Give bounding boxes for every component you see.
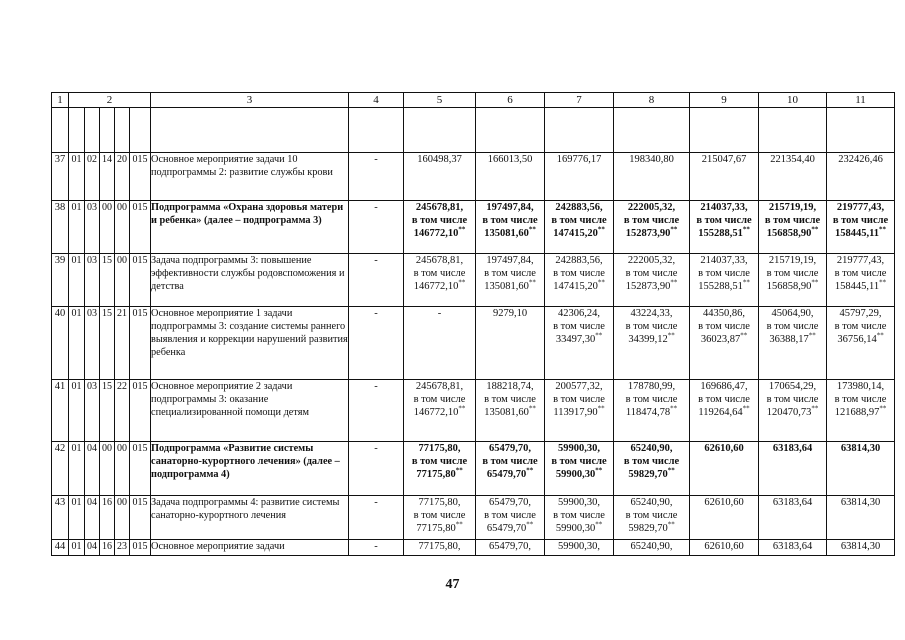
value-text: 166013,50 (487, 154, 533, 165)
code-cell: 01 (69, 254, 85, 307)
value-text: 65479,70, (489, 541, 532, 552)
including-label: в том числе (698, 394, 750, 405)
value-text: 146772,10** (413, 225, 466, 239)
value-text: 36023,87** (700, 331, 748, 345)
value-cell (476, 496, 545, 540)
value-text: 119264,64** (698, 404, 750, 418)
value-text: 215719,19, (768, 202, 817, 213)
value-cell (404, 307, 476, 380)
header-cell: 2 (69, 93, 151, 108)
value-text: 59829,70** (628, 466, 675, 480)
value-text: 219777,43, (836, 255, 885, 266)
table-row (52, 496, 895, 540)
value-cell (827, 307, 895, 380)
code-cell: 00 (100, 442, 115, 496)
value-text: 59900,30** (555, 466, 603, 480)
row-number: 44 (52, 540, 69, 556)
code-cell: 16 (100, 540, 115, 556)
code-cell: 23 (115, 540, 130, 556)
value-cell (545, 540, 614, 556)
value-text: 219777,43, (836, 202, 885, 213)
value-text: 65240,90, (630, 443, 673, 454)
value-cell (476, 201, 545, 254)
col4-cell: - (349, 540, 404, 556)
including-label: в том числе (696, 215, 752, 226)
including-label: в том числе (625, 394, 678, 405)
value-text: 221354,40 (770, 154, 815, 165)
code-cell: 04 (85, 540, 100, 556)
value-cell (476, 442, 545, 496)
value-cell (614, 380, 690, 442)
empty-cell (115, 108, 130, 153)
value-text: 33497,30** (555, 331, 603, 345)
value-cell (690, 254, 759, 307)
value-text: 173980,14, (836, 381, 885, 392)
header-cell: 10 (759, 93, 827, 108)
code-cell: 03 (85, 307, 100, 380)
value-cell (545, 201, 614, 254)
code-cell: 00 (115, 496, 130, 540)
value-text: 36388,17** (769, 331, 816, 345)
value-text: 156858,90** (766, 225, 819, 239)
including-label: в том числе (832, 215, 889, 226)
value-text: 45797,29, (839, 308, 882, 319)
value-text: 215047,67 (701, 154, 747, 165)
including-label: в том числе (553, 394, 605, 405)
row-number: 40 (52, 307, 69, 380)
including-label: в том числе (553, 268, 605, 279)
code-cell: 00 (115, 201, 130, 254)
value-cell (545, 442, 614, 496)
code-cell: 01 (69, 201, 85, 254)
value-text: 160498,37 (417, 154, 462, 165)
code-cell: 21 (115, 307, 130, 380)
including-label: в том числе (834, 394, 887, 405)
value-text: 178780,99, (627, 381, 676, 392)
code-cell: 04 (85, 496, 100, 540)
value-text: 62610,60 (704, 541, 744, 552)
value-cell (404, 540, 476, 556)
code-cell: 16 (100, 496, 115, 540)
col4-cell: - (349, 442, 404, 496)
value-cell (827, 442, 895, 496)
including-label: в том числе (698, 268, 750, 279)
header-cell: 3 (151, 93, 349, 108)
value-cell (759, 380, 827, 442)
code-cell: 015 (130, 307, 151, 380)
including-label: в том числе (766, 268, 819, 279)
header-cell: 9 (690, 93, 759, 108)
value-cell (404, 442, 476, 496)
value-cell (827, 540, 895, 556)
value-text: 152873,90** (625, 278, 678, 292)
header-cell: 7 (545, 93, 614, 108)
value-cell (614, 153, 690, 201)
table-row (52, 254, 895, 307)
program-name: Подпрограмма «Развитие системы санаторно-курортного лечения» (далее – подпрограмма 4) (151, 442, 349, 496)
col4-cell: - (349, 307, 404, 380)
value-text: 169776,17 (556, 154, 602, 165)
col4-cell: - (349, 380, 404, 442)
empty-cell (690, 108, 759, 153)
value-cell (759, 442, 827, 496)
table-row (52, 442, 895, 496)
including-label: в том числе (484, 268, 536, 279)
value-cell (827, 201, 895, 254)
value-text: 242883,56, (555, 255, 603, 266)
value-cell (614, 201, 690, 254)
value-cell (476, 153, 545, 201)
including-label: в том числе (625, 510, 678, 521)
value-text: 135081,60** (484, 404, 536, 418)
value-cell (690, 153, 759, 201)
value-text: 77175,80, (418, 443, 461, 454)
row-number: 43 (52, 496, 69, 540)
including-label: в том числе (625, 268, 678, 279)
code-cell: 01 (69, 496, 85, 540)
value-text: 59829,70** (628, 520, 675, 534)
empty-cell (614, 108, 690, 153)
empty-cell (545, 108, 614, 153)
blank-row (52, 108, 895, 153)
value-cell (404, 201, 476, 254)
value-text: 147415,20** (553, 225, 605, 239)
code-cell: 15 (100, 254, 115, 307)
value-text: 63814,30 (840, 541, 881, 552)
value-text: 77175,80, (418, 541, 461, 552)
value-cell (690, 201, 759, 254)
value-text: 155288,51** (698, 225, 750, 239)
value-text: 200577,32, (555, 381, 603, 392)
code-cell: 04 (85, 442, 100, 496)
value-cell (545, 496, 614, 540)
value-text: - (437, 308, 442, 319)
value-cell (759, 540, 827, 556)
value-cell (476, 380, 545, 442)
code-cell: 01 (69, 153, 85, 201)
value-text: 63183,64 (772, 497, 813, 508)
including-label: в том числе (551, 456, 607, 467)
program-name: Задача подпрограммы 3: повышение эффективности службы родовспоможения и детства (151, 254, 349, 307)
value-cell (545, 254, 614, 307)
value-text: 222005,32, (627, 255, 676, 266)
value-cell (404, 496, 476, 540)
code-cell: 03 (85, 380, 100, 442)
value-cell (827, 496, 895, 540)
value-text: 146772,10** (413, 278, 466, 292)
value-cell (690, 442, 759, 496)
program-name: Основное мероприятие задачи 10 подпрограммы 2: развитие службы крови (151, 153, 349, 201)
value-text: 65479,70, (489, 497, 532, 508)
value-text: 214037,33, (700, 255, 748, 266)
value-text: 63814,30 (840, 497, 881, 508)
including-label: в том числе (834, 321, 887, 332)
value-text: 59900,30, (558, 443, 601, 454)
value-cell (759, 201, 827, 254)
including-label: в том числе (551, 215, 607, 226)
value-cell (759, 153, 827, 201)
value-text: 9279,10 (492, 308, 528, 319)
value-text: 169686,47, (700, 381, 748, 392)
value-text: 198340,80 (629, 154, 674, 165)
col4-cell: - (349, 254, 404, 307)
value-text: 121688,97** (834, 404, 887, 418)
value-text: 135081,60** (484, 225, 536, 239)
value-text: 245678,81, (415, 202, 464, 213)
code-cell: 01 (69, 442, 85, 496)
value-cell (476, 254, 545, 307)
including-label: в том числе (411, 215, 468, 226)
value-text: 215719,19, (768, 255, 817, 266)
value-cell (614, 540, 690, 556)
budget-table (51, 92, 895, 556)
empty-cell (85, 108, 100, 153)
including-label: в том числе (625, 321, 678, 332)
code-cell: 015 (130, 254, 151, 307)
value-cell (690, 380, 759, 442)
value-cell (614, 442, 690, 496)
value-cell (759, 496, 827, 540)
value-cell (759, 307, 827, 380)
value-cell (690, 307, 759, 380)
value-text: 232426,46 (838, 154, 883, 165)
row-number: 38 (52, 201, 69, 254)
value-text: 155288,51** (698, 278, 750, 292)
empty-cell (827, 108, 895, 153)
value-text: 147415,20** (553, 278, 605, 292)
value-text: 65479,70, (489, 443, 532, 454)
value-text: 197497,84, (486, 255, 534, 266)
value-text: 65240,90, (630, 497, 673, 508)
code-cell: 22 (115, 380, 130, 442)
value-text: 44350,86, (703, 308, 746, 319)
value-cell (404, 380, 476, 442)
value-text: 245678,81, (415, 381, 464, 392)
header-cell: 11 (827, 93, 895, 108)
code-cell: 14 (100, 153, 115, 201)
value-text: 65240,90, (630, 541, 673, 552)
table-row (52, 540, 895, 556)
empty-cell (349, 108, 404, 153)
code-cell: 00 (100, 201, 115, 254)
including-label: в том числе (834, 268, 887, 279)
value-text: 214037,33, (700, 202, 748, 213)
program-name: Подпрограмма «Охрана здоровья матери и ребенка» (далее – подпрограмма 3) (151, 201, 349, 254)
value-text: 77175,80, (418, 497, 461, 508)
value-text: 113917,90** (553, 404, 605, 418)
value-cell (545, 307, 614, 380)
empty-cell (476, 108, 545, 153)
value-text: 34399,12** (628, 331, 675, 345)
including-label: в том числе (553, 510, 605, 521)
table-row (52, 307, 895, 380)
code-cell: 015 (130, 540, 151, 556)
header-cell: 8 (614, 93, 690, 108)
including-label: в том числе (411, 456, 468, 467)
value-cell (690, 540, 759, 556)
empty-cell (151, 108, 349, 153)
value-cell (759, 254, 827, 307)
value-text: 63183,64 (772, 541, 813, 552)
empty-cell (100, 108, 115, 153)
value-cell (827, 380, 895, 442)
including-label: в том числе (413, 268, 466, 279)
value-cell (614, 496, 690, 540)
code-cell: 03 (85, 201, 100, 254)
value-text: 118474,78** (625, 404, 678, 418)
value-cell (614, 307, 690, 380)
value-text: 43224,33, (630, 308, 673, 319)
value-text: 36756,14** (837, 331, 884, 345)
value-cell (545, 153, 614, 201)
value-text: 62610,60 (704, 443, 744, 454)
including-label: в том числе (482, 456, 538, 467)
code-cell: 015 (130, 496, 151, 540)
empty-cell (69, 108, 85, 153)
including-label: в том числе (698, 321, 750, 332)
value-cell (690, 496, 759, 540)
value-text: 170654,29, (768, 381, 817, 392)
header-row (52, 93, 895, 108)
value-text: 77175,80** (416, 466, 463, 480)
value-text: 158445,11** (834, 278, 887, 292)
row-number: 42 (52, 442, 69, 496)
col4-cell: - (349, 496, 404, 540)
table-row (52, 153, 895, 201)
value-text: 59900,30, (558, 497, 601, 508)
value-cell (827, 153, 895, 201)
code-cell: 03 (85, 254, 100, 307)
code-cell: 20 (115, 153, 130, 201)
empty-cell (130, 108, 151, 153)
including-label: в том числе (482, 215, 538, 226)
code-cell: 15 (100, 307, 115, 380)
table-row (52, 380, 895, 442)
value-text: 146772,10** (413, 404, 466, 418)
code-cell: 02 (85, 153, 100, 201)
program-name: Основное мероприятие 2 задачи подпрограммы 3: оказание специализированной помощи детям (151, 380, 349, 442)
including-label: в том числе (623, 215, 680, 226)
code-cell: 015 (130, 153, 151, 201)
row-number: 37 (52, 153, 69, 201)
row-number: 39 (52, 254, 69, 307)
code-cell: 00 (115, 254, 130, 307)
value-cell (545, 380, 614, 442)
value-text: 65479,70** (486, 466, 534, 480)
including-label: в том числе (553, 321, 605, 332)
value-text: 63814,30 (840, 443, 881, 454)
empty-cell (759, 108, 827, 153)
value-text: 245678,81, (415, 255, 464, 266)
value-text: 120470,73** (766, 404, 819, 418)
including-label: в том числе (413, 394, 466, 405)
header-cell: 4 (349, 93, 404, 108)
value-cell (476, 540, 545, 556)
value-text: 152873,90** (625, 225, 678, 239)
code-cell: 01 (69, 540, 85, 556)
value-text: 158445,11** (834, 225, 887, 239)
including-label: в том числе (764, 215, 821, 226)
including-label: в том числе (484, 394, 536, 405)
value-text: 45064,90, (771, 308, 814, 319)
program-name: Основное мероприятие 1 задачи подпрограммы 3: создание системы раннего выявления и коррекции нарушений развития ребенка (151, 307, 349, 380)
value-text: 197497,84, (486, 202, 534, 213)
row-number: 41 (52, 380, 69, 442)
value-cell (404, 153, 476, 201)
empty-cell (404, 108, 476, 153)
code-cell: 015 (130, 442, 151, 496)
including-label: в том числе (413, 510, 466, 521)
program-name: Основное мероприятие задачи (151, 540, 349, 556)
value-text: 77175,80** (416, 520, 463, 534)
value-text: 59900,30, (558, 541, 601, 552)
value-text: 63183,64 (772, 443, 813, 454)
value-text: 135081,60** (484, 278, 536, 292)
value-cell (476, 307, 545, 380)
col4-cell: - (349, 201, 404, 254)
including-label: в том числе (484, 510, 536, 521)
value-text: 156858,90** (766, 278, 819, 292)
header-cell: 5 (404, 93, 476, 108)
value-cell (827, 254, 895, 307)
value-text: 242883,56, (555, 202, 603, 213)
value-text: 59900,30** (555, 520, 603, 534)
header-cell: 1 (52, 93, 69, 108)
including-label: в том числе (766, 394, 819, 405)
code-cell: 01 (69, 307, 85, 380)
value-text: 188218,74, (486, 381, 534, 392)
code-cell: 01 (69, 380, 85, 442)
code-cell: 15 (100, 380, 115, 442)
page-number: 47 (445, 577, 460, 592)
value-cell (404, 254, 476, 307)
empty-cell (52, 108, 69, 153)
including-label: в том числе (623, 456, 680, 467)
including-label: в том числе (766, 321, 819, 332)
code-cell: 015 (130, 380, 151, 442)
table-row (52, 201, 895, 254)
value-text: 222005,32, (627, 202, 676, 213)
value-cell (614, 254, 690, 307)
value-text: 42306,24, (558, 308, 601, 319)
code-cell: 015 (130, 201, 151, 254)
header-cell: 6 (476, 93, 545, 108)
code-cell: 00 (115, 442, 130, 496)
value-text: 65479,70** (486, 520, 534, 534)
program-name: Задача подпрограммы 4: развитие системы санаторно-курортного лечения (151, 496, 349, 540)
col4-cell: - (349, 153, 404, 201)
value-text: 62610,60 (704, 497, 744, 508)
